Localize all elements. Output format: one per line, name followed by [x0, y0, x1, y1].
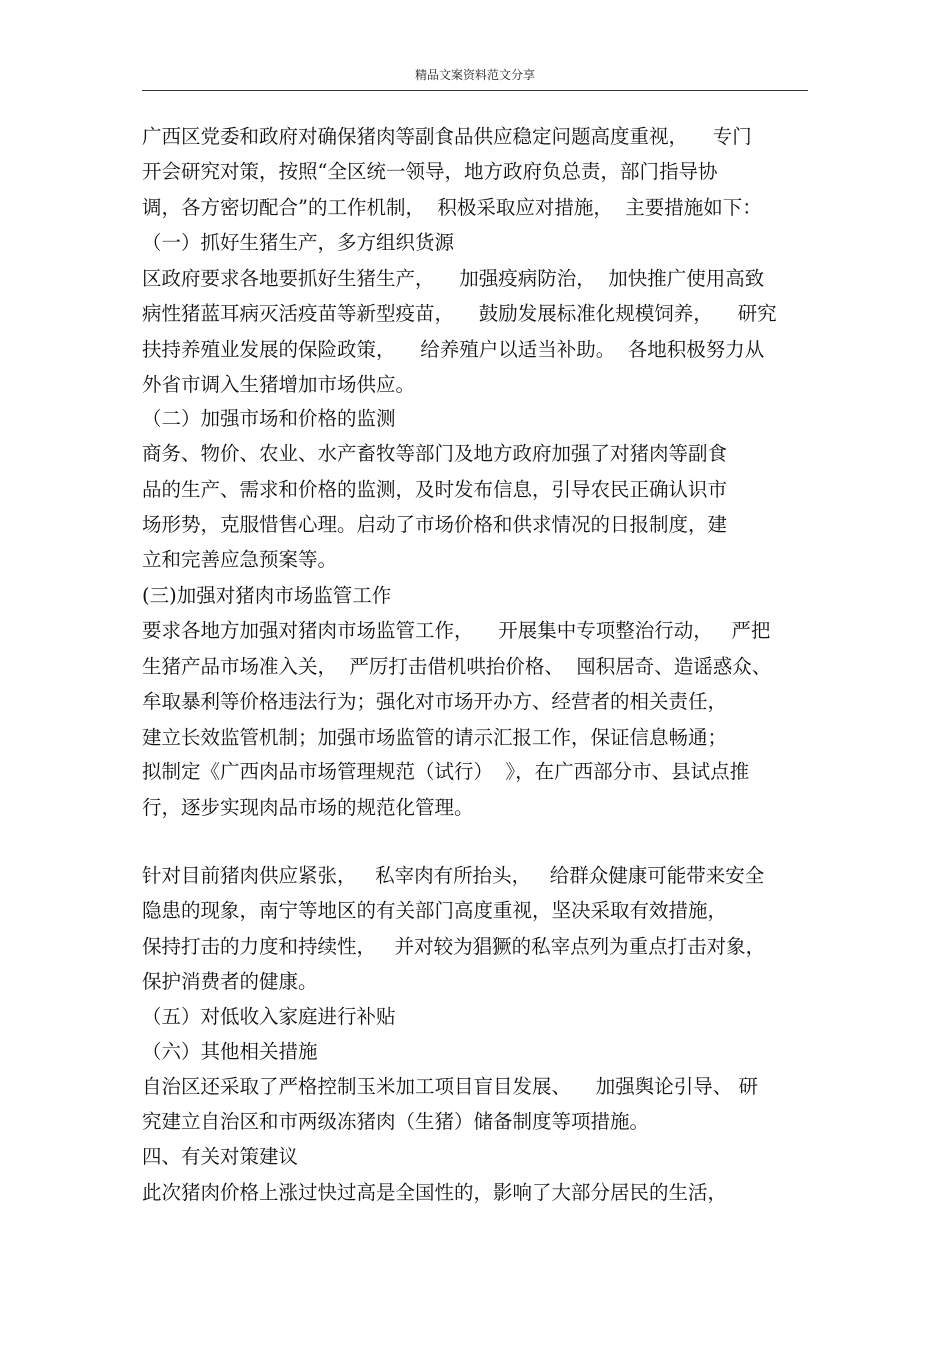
text-line: 广西区党委和政府对确保猪肉等副食品供应稳定问题高度重视， 专门	[142, 125, 752, 148]
section-heading: （一）抓好生猪生产，多方组织货源	[142, 231, 455, 254]
text-line: 调，各方密切配合”的工作机制， 积极采取应对措施， 主要措施如下：	[142, 196, 762, 219]
section-heading: （五）对低收入家庭进行补贴	[142, 1005, 396, 1028]
text-line: 自治区还采取了严格控制玉米加工项目盲目发展、 加强舆论引导、 研	[142, 1075, 758, 1098]
text-line: 建立长效监管机制；加强市场监管的请示汇报工作，保证信息畅通；	[142, 726, 728, 749]
text-line: 商务、物价、农业、水产畜牧等部门及地方政府加强了对猪肉等副食	[142, 442, 728, 465]
text-line: 立和完善应急预案等。	[142, 548, 338, 571]
page-header: 精品文案资料范文分享	[414, 68, 535, 82]
section-heading: （六）其他相关措施	[142, 1040, 318, 1063]
text-line: 外省市调入生猪增加市场供应。	[142, 373, 416, 396]
section-heading: 四、有关对策建议	[142, 1145, 299, 1168]
text-line: 行，逐步实现肉品市场的规范化管理。	[142, 796, 474, 819]
text-line: 要求各地方加强对猪肉市场监管工作， 开展集中专项整治行动， 严把	[142, 619, 771, 642]
text-line: 扶持养殖业发展的保险政策， 给养殖户以适当补助。 各地积极努力从	[142, 338, 765, 361]
text-line: 针对目前猪肉供应紧张， 私宰肉有所抬头， 给群众健康可能带来安全	[142, 864, 765, 887]
text-line: 保护消费者的健康。	[142, 970, 318, 993]
text-line: 开会研究对策，按照“全区统一领导，地方政府负总责，部门指导协	[142, 160, 718, 183]
text-line: 拟制定《广西肉品市场管理规范（试行） 》，在广西部分市、县试点推	[142, 760, 750, 783]
text-line: 牟取暴利等价格违法行为；强化对市场开办方、经营者的相关责任，	[142, 690, 728, 713]
header-divider	[142, 90, 808, 91]
text-line: 生猪产品市场准入关， 严厉打击借机哄抬价格、 囤积居奇、造谣惑众、	[142, 655, 772, 678]
text-line: 场形势，克服惜售心理。启动了市场价格和供求情况的日报制度，建	[142, 513, 728, 536]
section-heading: （二）加强市场和价格的监测	[142, 407, 396, 430]
text-line: 究建立自治区和市两级冻猪肉（生猪）储备制度等项措施。	[142, 1110, 650, 1133]
text-line: 品的生产、需求和价格的监测，及时发布信息，引导农民正确认识市	[142, 478, 728, 501]
text-line: 隐患的现象，南宁等地区的有关部门高度重视，坚决采取有效措施，	[142, 899, 728, 922]
text-line: 保持打击的力度和持续性， 并对较为猖獗的私宰点列为重点打击对象，	[142, 935, 766, 958]
text-line: 此次猪肉价格上涨过快过高是全国性的，影响了大部分居民的生活，	[142, 1181, 728, 1204]
section-heading: (三)加强对猪肉市场监管工作	[142, 584, 392, 607]
text-line: 区政府要求各地要抓好生猪生产， 加强疫病防治， 加快推广使用高致	[142, 267, 765, 290]
text-line: 病性猪蓝耳病灭活疫苗等新型疫苗， 鼓励发展标准化规模饲养， 研究	[142, 302, 777, 325]
